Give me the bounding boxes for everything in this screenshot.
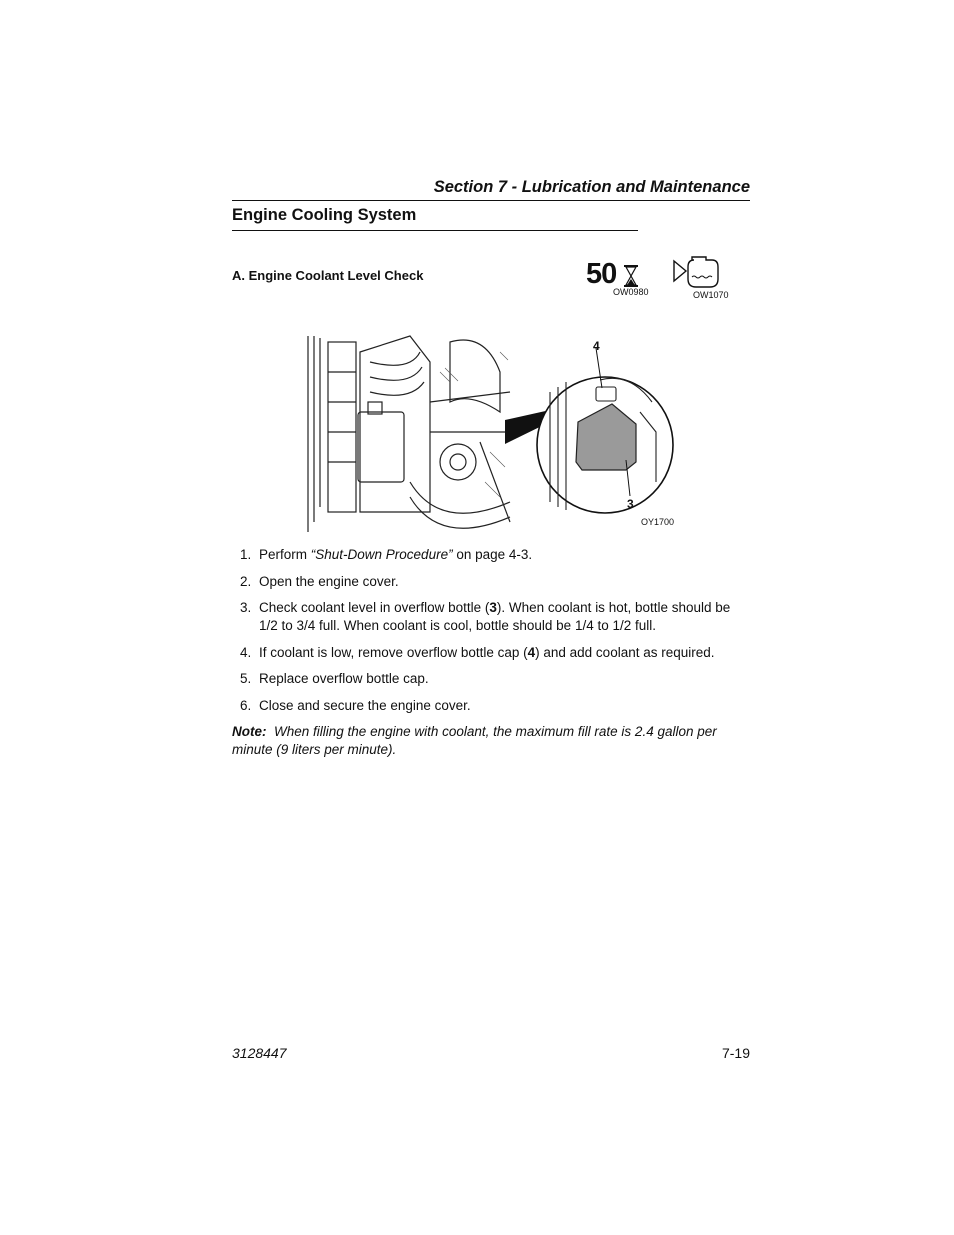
procedure-reference: “Shut-Down Procedure” <box>310 547 453 562</box>
interval-hours: 50 <box>586 258 617 290</box>
note-label: Note: <box>232 724 267 739</box>
list-item <box>232 599 752 635</box>
doc-number: 3128447 <box>232 1045 287 1061</box>
list-item <box>232 546 752 564</box>
step-text: ) and add coolant as required. <box>535 644 715 660</box>
note-text: When filling the engine with coolant, the maximum fill rate is 2.4 gallon per minute (9 liters per minute). <box>232 724 717 757</box>
list-item <box>232 670 752 688</box>
callout-ref: 3 <box>489 600 497 615</box>
subsection-heading: A. Engine Coolant Level Check <box>232 268 424 283</box>
list-item <box>232 573 752 591</box>
note <box>232 723 752 759</box>
procedure-steps <box>232 546 752 723</box>
coolant-code: OW1070 <box>693 290 729 300</box>
hourglass-icon <box>623 265 639 287</box>
step-text: Close and secure the engine cover. <box>259 697 471 713</box>
step-number: 4. <box>240 644 252 660</box>
step-text: ). When coolant is hot, bottle should be 1/2 to 3/4 full. When coolant is cool, bottle should be 1/4 to 1/2 full. <box>259 600 731 633</box>
page-title: Engine Cooling System <box>232 206 417 224</box>
step-number: 6. <box>240 697 252 713</box>
figure-code: OY1700 <box>641 517 675 527</box>
title-rule <box>232 230 638 231</box>
callout-4: 4 <box>593 339 600 353</box>
step-number: 5. <box>240 671 252 686</box>
engine-coolant-figure <box>300 332 680 537</box>
list-item <box>232 697 752 715</box>
step-number: 3. <box>240 600 252 615</box>
interval-code: OW0980 <box>613 287 649 297</box>
callout-ref: 4 <box>527 644 536 660</box>
step-text: Perform <box>259 547 311 562</box>
list-item <box>232 644 752 662</box>
step-text: on page 4-3. <box>452 547 533 562</box>
coolant-reservoir-icon <box>670 253 730 291</box>
step-number: 2. <box>240 573 252 589</box>
callout-3: 3 <box>627 497 634 511</box>
step-text: Check coolant level in overflow bottle ( <box>259 600 490 615</box>
section-header: Section 7 - Lubrication and Maintenance <box>433 178 750 196</box>
step-number: 1. <box>240 547 252 562</box>
header-rule <box>232 200 750 201</box>
page-number: 7-19 <box>721 1045 750 1061</box>
engine-compartment-illustration <box>308 336 510 532</box>
step-text: Open the engine cover. <box>259 573 399 589</box>
step-text: Replace overflow bottle cap. <box>259 671 429 686</box>
step-text: If coolant is low, remove overflow bottle cap ( <box>259 644 528 660</box>
